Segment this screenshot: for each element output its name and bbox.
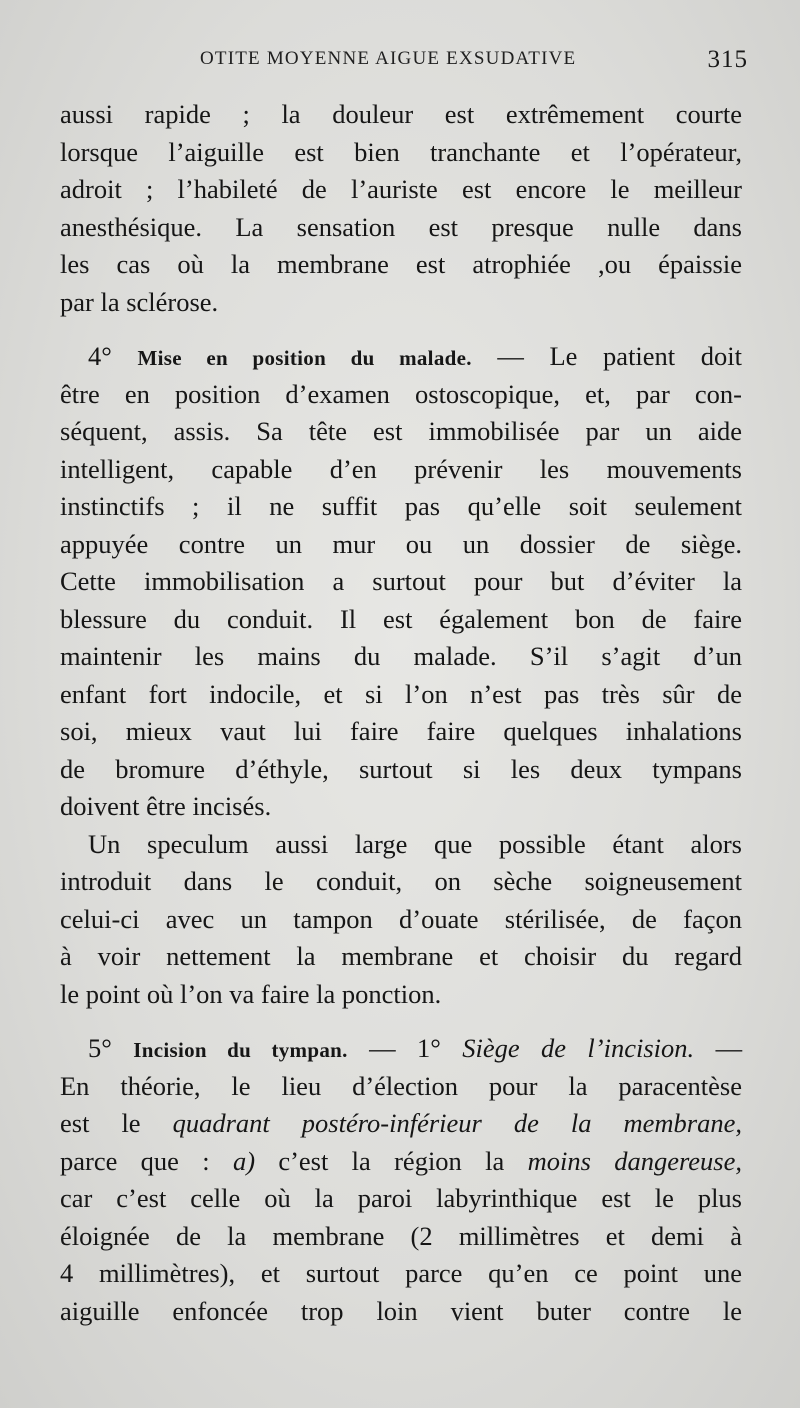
- text-line: aiguille enfoncée trop loin vient buter contre le: [60, 1295, 742, 1326]
- section-number: 5°: [88, 1033, 112, 1063]
- body-text: [60, 96, 742, 1330]
- text-line: aussi rapide ; la douleur est extrêmement courte: [60, 99, 742, 129]
- text-line: En théorie, le lieu d’élection pour la paracentèse: [60, 1070, 742, 1101]
- emphasis-text: quadrant postéro-inférieur de la membrane,: [172, 1108, 743, 1138]
- text-line: être en position d’examen ostoscopique, et, par con-: [60, 378, 742, 409]
- emphasis-text: a): [232, 1145, 256, 1176]
- text-fragment: est le: [60, 1108, 141, 1138]
- text-line: de bromure d’éthyle, surtout si les deux tympans: [60, 753, 742, 784]
- section-4-heading-line: [60, 338, 742, 376]
- text-line: éloignée de la membrane (2 millimètres et demi à: [60, 1220, 742, 1251]
- text-line: les cas où la membrane est atrophiée ,ou épaissie: [60, 249, 742, 279]
- text-line: par la sclérose.: [60, 286, 219, 317]
- text-line: intelligent, capable d’en prévenir les mouvements: [60, 453, 742, 484]
- text-line: soi, mieux vaut lui faire faire quelques inhalations: [60, 716, 742, 746]
- text-line: le point où l’on va faire la ponction.: [60, 978, 442, 1009]
- paragraph-gap: [60, 321, 742, 338]
- text-fragment: c’est la région la: [278, 1145, 505, 1176]
- text-line: enfant fort indocile, et si l’on n’est pas très sûr de: [60, 678, 742, 709]
- text-line: celui-ci avec un tampon d’ouate stérilisée, de façon: [60, 903, 742, 934]
- em-dash: —: [715, 1033, 743, 1063]
- section-5-heading-line: [60, 1030, 742, 1068]
- section-number: 4°: [88, 341, 112, 371]
- text-line: [60, 1143, 742, 1181]
- text-line: Cette immobilisation a surtout pour but d’éviter la: [60, 566, 742, 596]
- text-line: anesthésique. La sensation est presque nulle dans: [60, 211, 742, 242]
- page-number: 315: [707, 46, 748, 73]
- running-title: OTITE MOYENNE AIGUE EXSUDATIVE: [200, 48, 577, 69]
- subsection-heading: Siège de l’incision.: [462, 1033, 695, 1063]
- em-dash: —: [369, 1033, 396, 1063]
- paragraph-gap: [60, 1013, 742, 1030]
- text-line: appuyée contre un mur ou un dossier de siège.: [60, 528, 742, 559]
- text-line: séquent, assis. Sa tête est immobilisée par un aide: [60, 416, 742, 446]
- text-line: car c’est celle où la paroi labyrinthique est le plus: [60, 1183, 742, 1213]
- text-line: maintenir les mains du malade. S’il s’agit d’un: [60, 641, 742, 671]
- text-line: introduit dans le conduit, on sèche soigneusement: [60, 866, 742, 896]
- text-line: adroit ; l’habileté de l’auriste est encore le meilleur: [60, 174, 742, 204]
- text-line: instinctifs ; il ne suffit pas qu’elle soit seulement: [60, 491, 742, 521]
- em-dash: —: [497, 341, 524, 371]
- text-fragment: parce que :: [60, 1145, 210, 1176]
- text-fragment: Le patient doit: [549, 341, 742, 371]
- page-header: [60, 48, 750, 78]
- text-line: 4 millimètres), et surtout parce qu’en ce point une: [60, 1258, 742, 1288]
- emphasis-text: moins dangereuse,: [527, 1145, 742, 1176]
- section-heading: Incision du tympan.: [133, 1038, 348, 1062]
- text-line: blessure du conduit. Il est également bon de faire: [60, 603, 742, 634]
- text-line: à voir nettement la membrane et choisir du regard: [60, 941, 742, 971]
- text-line: [60, 1105, 742, 1143]
- text-line: doivent être incisés.: [60, 791, 272, 821]
- text-line: lorsque l’aiguille est bien tranchante et l’opérateur,: [60, 136, 742, 167]
- text-line: Un speculum aussi large que possible étant alors: [88, 828, 742, 859]
- subsection-number: 1°: [416, 1033, 441, 1063]
- section-heading: Mise en position du malade.: [137, 346, 472, 370]
